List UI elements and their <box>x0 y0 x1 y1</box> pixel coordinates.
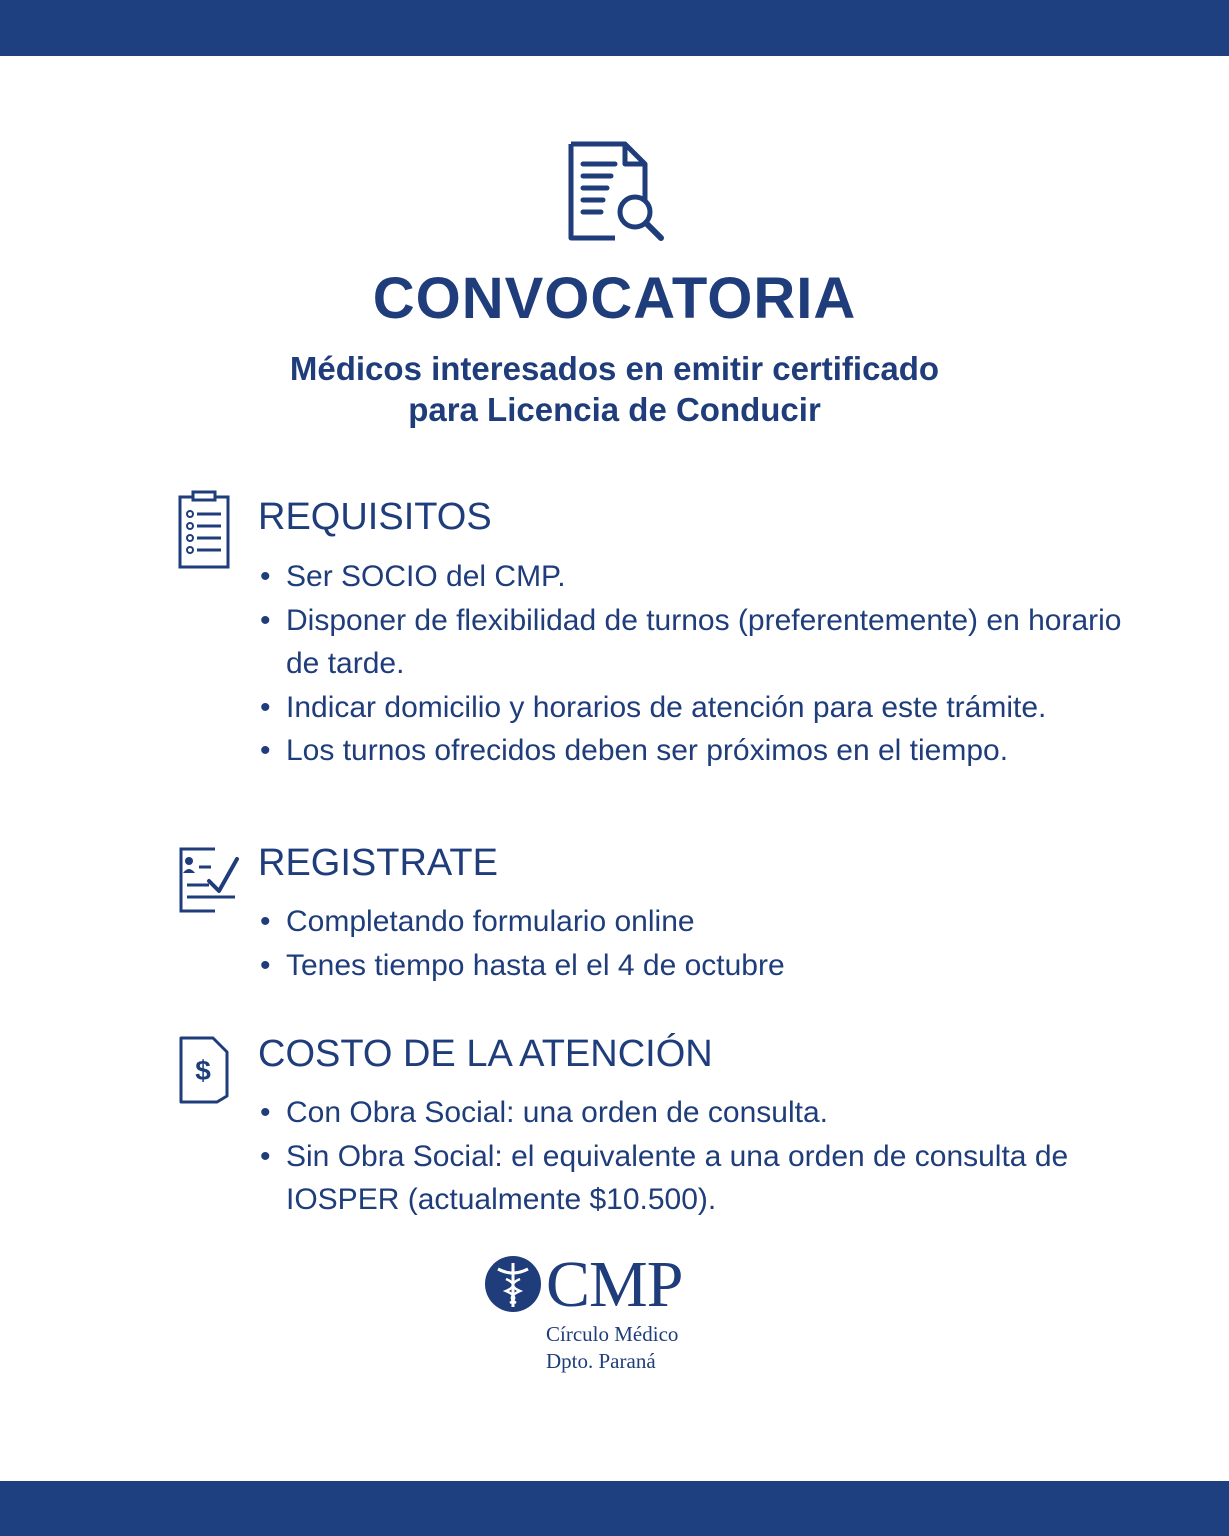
list-item: • Disponer de flexibilidad de turnos (preferentemente) en horario de tarde. <box>260 603 1122 680</box>
caduceus-logo-icon <box>484 1255 542 1313</box>
top-band <box>0 0 1229 56</box>
dollar-document-icon <box>175 1034 231 1106</box>
list-item: • Ser SOCIO del CMP. <box>260 560 566 593</box>
logo-wordmark: CMP <box>546 1248 683 1321</box>
document-search-icon <box>563 140 673 245</box>
cmp-logo <box>484 1248 744 1385</box>
list-item: • Los turnos ofrecidos deben ser próximos en el tiempo. <box>260 734 1009 767</box>
requisitos-list <box>258 555 1158 773</box>
registration-form-icon <box>175 845 243 917</box>
registrate-list <box>258 900 1158 987</box>
list-item: • Tenes tiempo hasta el el 4 de octubre <box>260 948 785 982</box>
logo-line-1: Círculo Médico <box>546 1322 679 1346</box>
subtitle-line-2: para Licencia de Conducir <box>408 391 821 428</box>
checklist-clipboard-icon <box>175 490 233 570</box>
logo-line-2: Dpto. Paraná <box>546 1349 656 1373</box>
list-item: • Indicar domicilio y horarios de atención para este trámite. <box>260 690 1047 724</box>
page-title: CONVOCATORIA <box>372 266 857 331</box>
section-heading-costo: COSTO DE LA ATENCIÓN <box>258 1033 713 1075</box>
section-heading-registrate: REGISTRATE <box>258 842 498 884</box>
list-item: • Sin Obra Social: el equivalente a una orden de consulta de IOSPER (actualmente $10.500). <box>260 1139 1069 1216</box>
bottom-band <box>0 1481 1229 1536</box>
list-item: • Completando formulario online <box>260 905 695 938</box>
list-item: • Con Obra Social: una orden de consulta. <box>260 1096 829 1129</box>
costo-list <box>258 1091 1158 1222</box>
subtitle-line-1: Médicos interesados en emitir certificado <box>289 350 940 387</box>
page-subtitle <box>0 348 1229 430</box>
dollar-sign-glyph: $ <box>195 1055 211 1086</box>
section-heading-requisitos: REQUISITOS <box>258 496 492 538</box>
